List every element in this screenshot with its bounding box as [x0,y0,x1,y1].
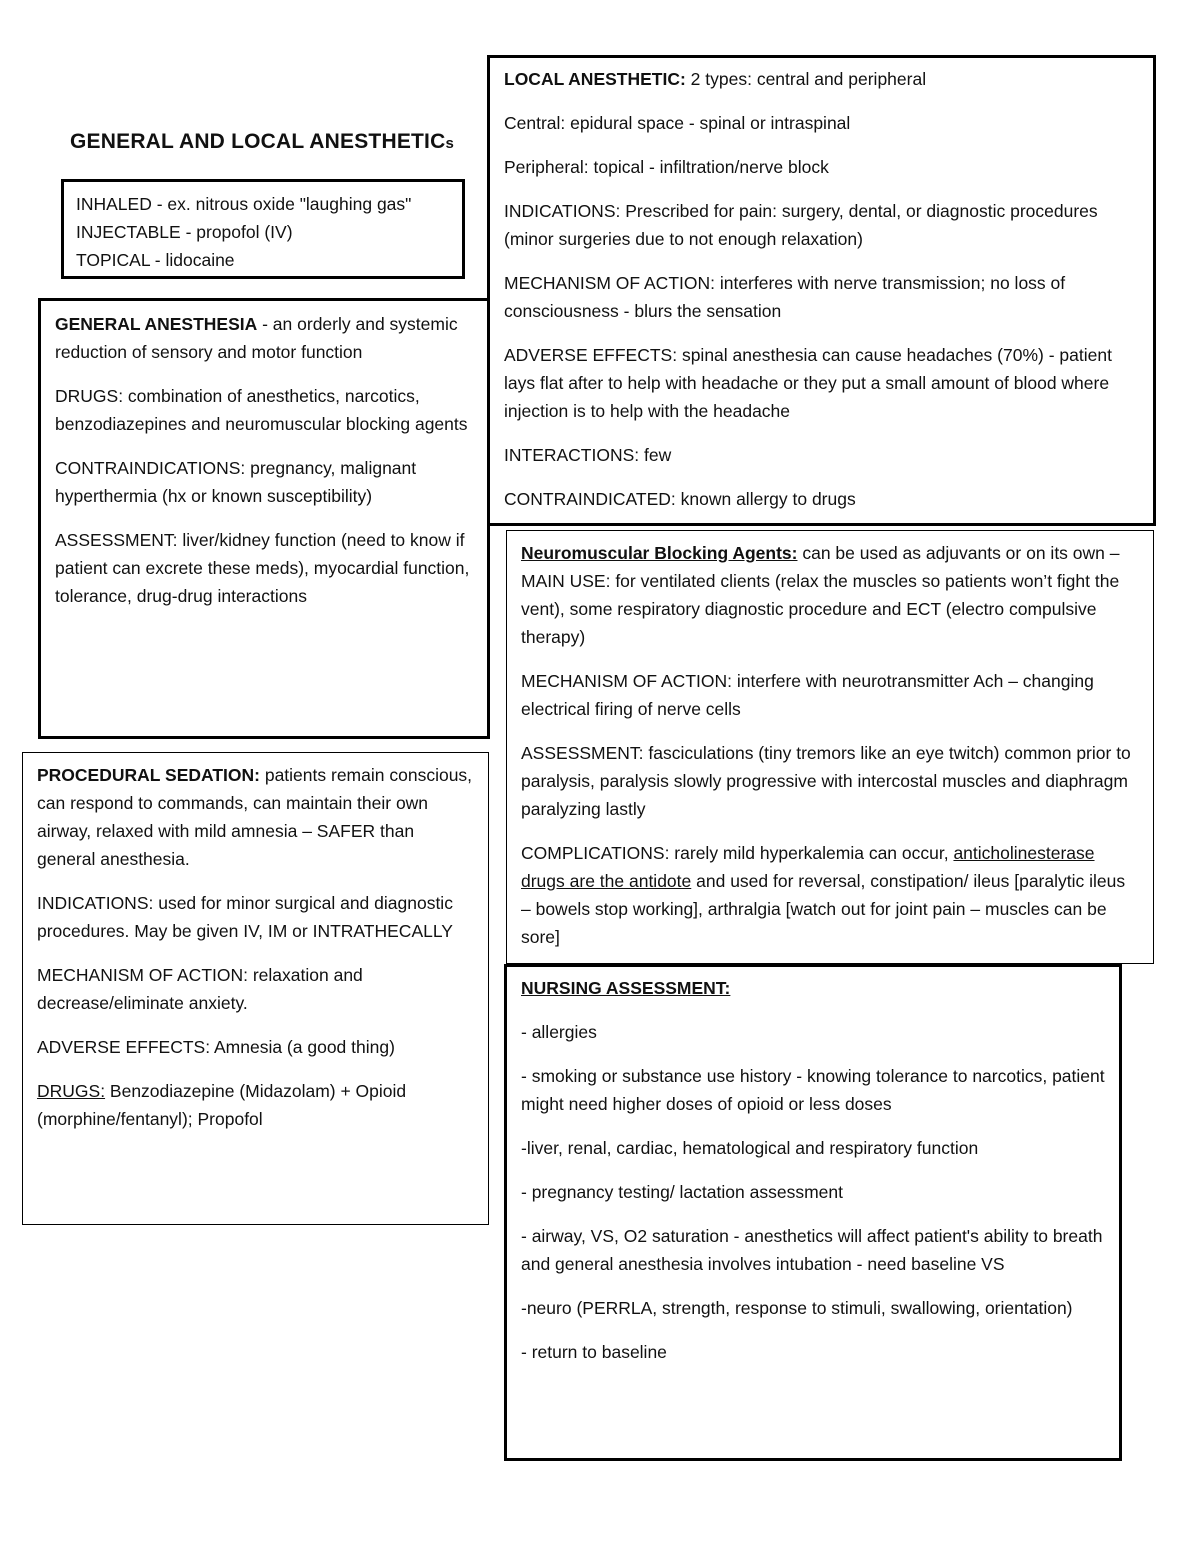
nursing-item: - smoking or substance use history - knowing tolerance to narcotics, patient might need higher doses of opioid or less doses [521,1066,1105,1114]
page-title [70,128,454,158]
procedural-definition [37,761,474,873]
procedural-drugs-text: Benzodiazepine (Midazolam) + Opioid (morphine/fentanyl); Propofol [37,1081,407,1129]
general-definition-text: - an orderly and systemic reduction of sensory and motor function [55,314,458,362]
procedural-adverse: ADVERSE EFFECTS: Amnesia (a good thing) [37,1037,395,1057]
type-injectable: INJECTABLE - propofol (IV) [76,222,293,242]
local-contraindicated: CONTRAINDICATED: known allergy to drugs [504,489,856,509]
general-drugs: DRUGS: combination of anesthetics, narcotics, benzodiazepines and neuromuscular blocking agents [55,386,468,434]
local-interactions: INTERACTIONS: few [504,445,672,465]
nursing-heading [521,974,1105,1002]
local-types [504,65,1139,93]
general-assessment: ASSESSMENT: liver/kidney function (need to know if patient can excrete these meds), myocardial function, tolerance, drug-drug interactions [55,530,470,606]
nursing-item: - airway, VS, O2 saturation - anesthetics will affect patient's ability to breath and general anesthesia involves intubation - need baseline VS [521,1226,1103,1274]
anesthetic-types-box [61,179,465,279]
procedural-definition-text: patients remain conscious, can respond to commands, can maintain their own airway, relaxed with mild amnesia – SAFER than general anesthesia. [37,765,473,869]
procedural-drugs [37,1077,474,1133]
nmba-assessment: ASSESSMENT: fasciculations (tiny tremors like an eye twitch) common prior to paralysis, paralysis slowly progressive with intercostal muscles and diaphragm paralyzing lastly [521,743,1131,819]
nmba-heading: Neuromuscular Blocking Agents: [521,543,798,563]
nmba-complications-start: COMPLICATIONS: rarely mild hyperkalemia can occur, [521,843,954,863]
type-topical: TOPICAL - lidocaine [76,250,235,270]
nursing-item: - allergies [521,1022,597,1042]
type-inhaled: INHALED - ex. nitrous oxide "laughing gas" [76,194,412,214]
nmba-definition-text: can be used as adjuvants or on its own – MAIN USE: for ventilated clients (relax the muscles so patients won’t fight the vent), some respiratory diagnostic procedure and ECT (electro compulsive therapy) [521,543,1120,647]
nursing-item: - return to baseline [521,1342,667,1362]
general-contraindications: CONTRAINDICATIONS: pregnancy, malignant hyperthermia (hx or known susceptibility) [55,458,417,506]
nursing-item: - pregnancy testing/ lactation assessment [521,1182,843,1202]
nursing-heading-text: NURSING ASSESSMENT: [521,978,731,998]
local-mechanism: MECHANISM OF ACTION: interferes with nerve transmission; no loss of consciousness - blurs the sensation [504,273,1066,321]
nursing-assessment-box [504,964,1122,1461]
procedural-heading: PROCEDURAL SEDATION: [37,765,260,785]
local-adverse: ADVERSE EFFECTS: spinal anesthesia can cause headaches (70%) - patient lays flat after to help with headache or they put a small amount of blood where injection is to help with the headache [504,345,1112,421]
title-suffix: s [445,135,454,152]
general-anesthesia-box [38,298,490,739]
nmba-complications [521,839,1139,951]
procedural-indications: INDICATIONS: used for minor surgical and diagnostic procedures. May be given IV, IM or INTRATHECALLY [37,893,453,941]
nursing-item: -liver, renal, cardiac, hematological and respiratory function [521,1138,979,1158]
local-heading: LOCAL ANESTHETIC: [504,69,686,89]
nmba-antidote: anticholinesterase drugs are the antidote [521,843,1095,891]
procedural-drugs-label: DRUGS: [37,1081,106,1101]
general-definition [55,310,473,366]
title-main: GENERAL AND LOCAL ANESTHETIC [70,130,446,153]
local-anesthetic-box [487,55,1156,526]
general-heading: GENERAL ANESTHESIA [55,314,258,334]
procedural-mechanism: MECHANISM OF ACTION: relaxation and decrease/eliminate anxiety. [37,965,363,1013]
nursing-item: -neuro (PERRLA, strength, response to stimuli, swallowing, orientation) [521,1298,1073,1318]
local-peripheral: Peripheral: topical - infiltration/nerve block [504,157,829,177]
local-central: Central: epidural space - spinal or intraspinal [504,113,851,133]
nmba-mechanism: MECHANISM OF ACTION: interfere with neurotransmitter Ach – changing electrical firing of nerve cells [521,671,1094,719]
local-indications: INDICATIONS: Prescribed for pain: surgery, dental, or diagnostic procedures (minor surgeries due to not enough relaxation) [504,201,1098,249]
nmba-complications-end: and used for reversal, constipation/ ileus [paralytic ileus – bowels stop working], arthralgia [watch out for joint pain – muscles can be sore] [521,871,1126,947]
local-types-text: 2 types: central and peripheral [685,69,927,89]
procedural-sedation-box [22,752,489,1225]
nmba-definition [521,539,1139,651]
neuromuscular-blocking-box [506,530,1154,964]
